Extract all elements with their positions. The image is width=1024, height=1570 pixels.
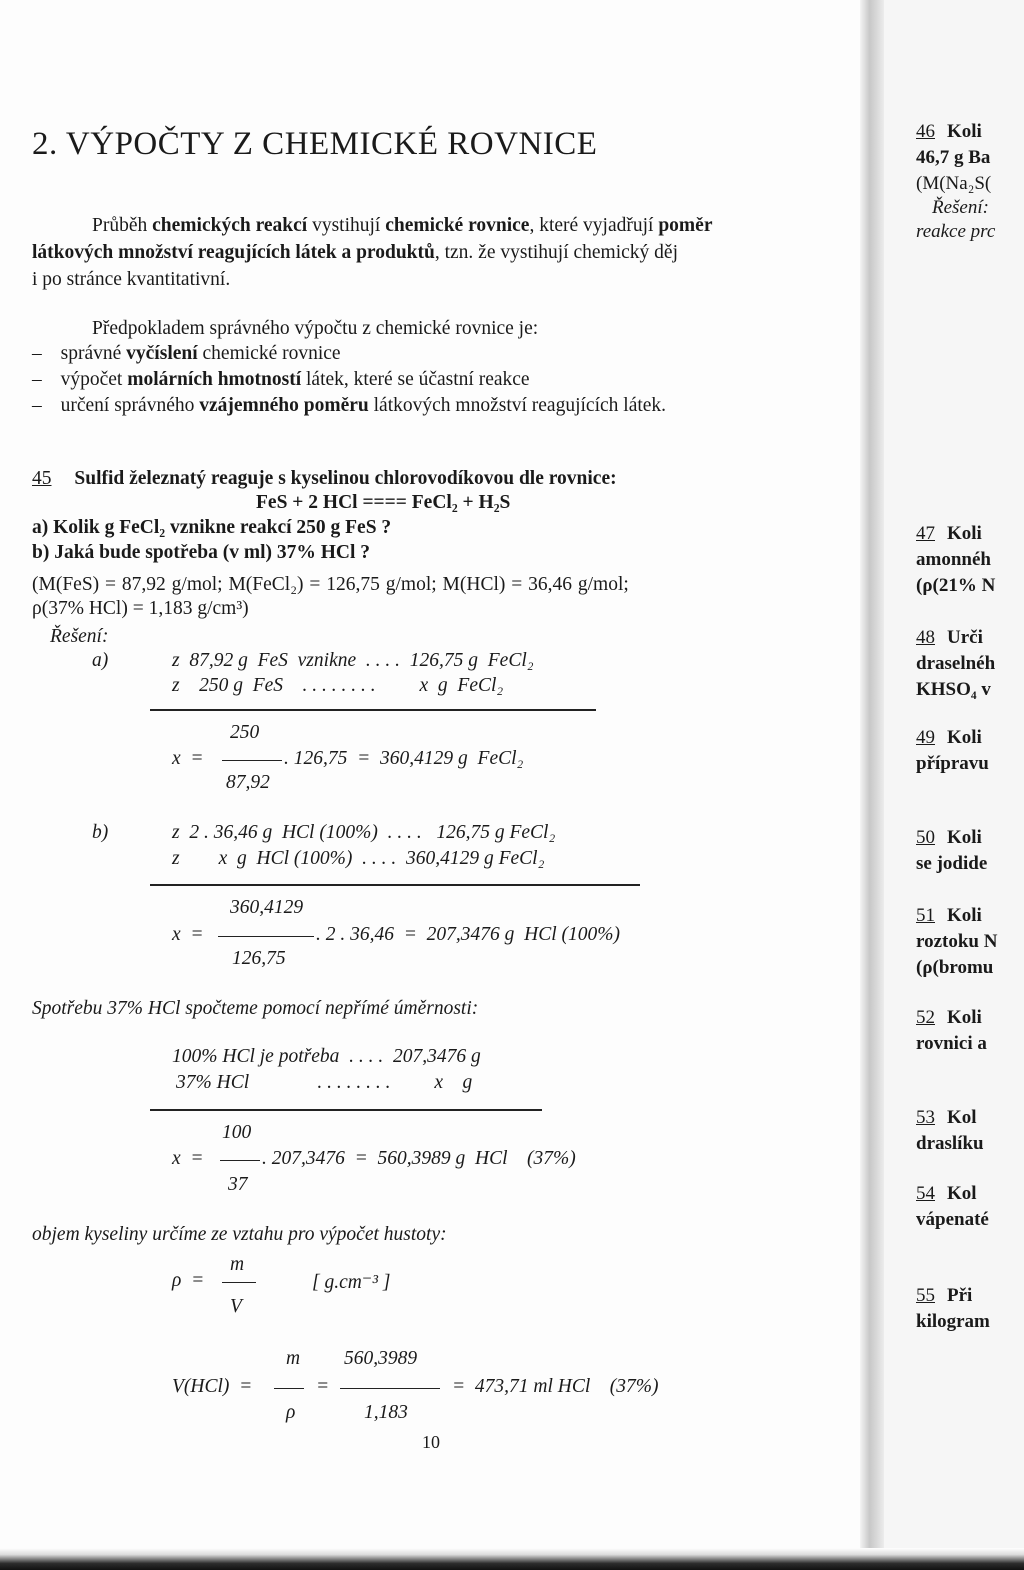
exercise-item bbox=[916, 120, 982, 144]
intro-line-2 bbox=[32, 239, 678, 266]
vol-result: = 473,71 ml HCl (37%) bbox=[452, 1376, 659, 1397]
exercise-text: Koli bbox=[947, 905, 982, 926]
exercise-text: Sulfid železnatý reaguje s kyselinou chlorovodíkovou dle rovnice: bbox=[74, 468, 617, 489]
exercise-text: Kol bbox=[947, 1183, 977, 1204]
prereq-bold: molárních hmotností bbox=[127, 369, 302, 390]
exercise-number: 49 bbox=[916, 727, 935, 748]
vol-denominator-1: ρ bbox=[286, 1402, 296, 1423]
fraction-bar bbox=[222, 1282, 256, 1283]
proportion-row: z x g HCl (100%) . . . . 360,4129 g FeCl₂ bbox=[172, 848, 545, 869]
fraction-numerator: 250 bbox=[230, 722, 260, 743]
solution-label: Řešení: bbox=[932, 197, 989, 218]
rho-lhs: ρ = bbox=[172, 1270, 205, 1291]
exercise-text: Koli bbox=[947, 523, 982, 544]
exercise-text: Urči bbox=[947, 627, 983, 648]
exercise-text: vápenaté bbox=[916, 1209, 989, 1230]
exercise-text: draselnéh bbox=[916, 653, 996, 674]
prereq-text: látkových množství reagujících látek. bbox=[368, 395, 667, 416]
bullet-dash: – bbox=[32, 369, 42, 390]
page-title: 2. VÝPOČTY Z CHEMICKÉ ROVNICE bbox=[32, 126, 598, 162]
exercise-text: rovnici a bbox=[916, 1033, 987, 1054]
proportion-row: z 250 g FeS . . . . . . . . x g FeCl₂ bbox=[172, 675, 504, 696]
exercise-text: (M(Na₂S( bbox=[916, 173, 992, 194]
intro-bold: chemických reakcí bbox=[152, 215, 308, 236]
page-number: 10 bbox=[422, 1432, 440, 1452]
exercise-text: Koli bbox=[947, 827, 982, 848]
exercise-item bbox=[916, 904, 982, 928]
proportion-row: z 87,92 g FeS vznikne . . . . 126,75 g FeCl₂ bbox=[172, 650, 534, 671]
solution-label: Řešení: bbox=[50, 626, 109, 647]
exercise-item bbox=[916, 1182, 977, 1206]
exercise-number: 55 bbox=[916, 1285, 935, 1306]
intro-text: , tzn. že vystihují chemický děj bbox=[434, 242, 678, 263]
exercise-number: 45 bbox=[32, 468, 52, 489]
question-b: b) Jaká bude spotřeba (v ml) 37% HCl ? bbox=[32, 542, 371, 563]
fraction-denominator: 37 bbox=[228, 1174, 248, 1195]
density-unit bbox=[312, 1270, 390, 1294]
fraction-numerator: 360,4129 bbox=[230, 897, 304, 918]
part-a-label: a) bbox=[92, 650, 109, 671]
exercise-item bbox=[916, 1284, 972, 1308]
scan-bottom-edge bbox=[0, 1548, 1024, 1570]
fraction-result: . 207,3476 = 560,3989 g HCl (37%) bbox=[262, 1148, 576, 1169]
prereq-item bbox=[32, 366, 530, 393]
proportion-row: 37% HCl . . . . . . . . x g bbox=[176, 1072, 473, 1093]
rho-denominator: V bbox=[230, 1296, 242, 1317]
exercise-text: roztoku N bbox=[916, 931, 998, 952]
exercise-text: Při bbox=[947, 1285, 973, 1306]
exercise-number: 50 bbox=[916, 827, 935, 848]
exercise-text: Kol bbox=[947, 1107, 977, 1128]
exercise-item bbox=[916, 826, 982, 850]
indirect-proportion-label: Spotřebu 37% HCl spočteme pomocí nepřímé úměrnosti: bbox=[32, 998, 479, 1019]
exercise-number: 54 bbox=[916, 1183, 935, 1204]
exercise-text: 46,7 g Ba bbox=[916, 147, 991, 168]
prereq-heading: Předpokladem správného výpočtu z chemické rovnice je: bbox=[92, 318, 539, 339]
intro-bold: poměr bbox=[658, 215, 713, 236]
unit-text: [ g.cm⁻³ ] bbox=[312, 1272, 391, 1293]
exercise-text: Koli bbox=[947, 727, 982, 748]
fraction-lhs: x = bbox=[172, 1148, 204, 1169]
proportion-row: z 2 . 36,46 g HCl (100%) . . . . 126,75 g FeCl₂ bbox=[172, 822, 556, 843]
prereq-bold: vzájemného poměru bbox=[199, 395, 369, 416]
vol-denominator-2: 1,183 bbox=[364, 1402, 408, 1423]
fraction-bar bbox=[220, 1160, 260, 1161]
intro-text: , které vyjadřují bbox=[529, 215, 659, 236]
fraction-lhs: x = bbox=[172, 924, 204, 945]
exercise-text: Koli bbox=[947, 1007, 982, 1028]
fraction-bar bbox=[218, 936, 314, 937]
divider-line bbox=[150, 709, 596, 711]
prereq-item bbox=[32, 340, 341, 367]
exercise-text: amonnéh bbox=[916, 549, 991, 570]
solution-text: reakce prc bbox=[916, 221, 996, 242]
vol-numerator-1: m bbox=[286, 1348, 301, 1369]
density-data: ρ(37% HCl) = 1,183 g/cm³) bbox=[32, 598, 249, 619]
prereq-bold: vyčíslení bbox=[126, 343, 198, 364]
book-gutter bbox=[860, 0, 884, 1570]
exercise-text: (ρ(21% N bbox=[916, 575, 996, 596]
prereq-item bbox=[32, 392, 666, 419]
rho-numerator: m bbox=[230, 1254, 245, 1275]
exercise-number: 46 bbox=[916, 121, 935, 142]
fraction-denominator: 87,92 bbox=[226, 772, 270, 793]
exercise-text: Koli bbox=[947, 121, 982, 142]
fraction-result: . 2 . 36,46 = 207,3476 g HCl (100%) bbox=[316, 924, 621, 945]
reaction-equation: FeS + 2 HCl ==== FeCl₂ + H₂S bbox=[256, 492, 511, 513]
exercise-number: 48 bbox=[916, 627, 935, 648]
exercise-item bbox=[916, 726, 982, 750]
exercise-text: přípravu bbox=[916, 753, 989, 774]
vol-numerator-2: 560,3989 bbox=[344, 1348, 418, 1369]
fraction-numerator: 100 bbox=[222, 1122, 252, 1143]
exercise-text: (ρ(bromu bbox=[916, 957, 994, 978]
fraction-bar bbox=[222, 760, 282, 761]
exercise-number: 51 bbox=[916, 905, 935, 926]
exercise-number: 52 bbox=[916, 1007, 935, 1028]
intro-line-3: i po stránce kvantitativní. bbox=[32, 269, 231, 290]
density-relation-label: objem kyseliny určíme ze vztahu pro výpočet hustoty: bbox=[32, 1224, 447, 1245]
vol-lhs: V(HCl) = bbox=[172, 1376, 253, 1397]
exercise-item bbox=[916, 1106, 977, 1130]
question-a: a) Kolik g FeCl₂ vznikne reakcí 250 g FeS ? bbox=[32, 517, 392, 538]
bullet-dash: – bbox=[32, 395, 42, 416]
intro-bold: látkových množství reagujících látek a produktů bbox=[32, 242, 435, 263]
fraction-denominator: 126,75 bbox=[232, 948, 286, 969]
intro-text: vystihují bbox=[307, 215, 386, 236]
intro-line-1 bbox=[92, 212, 712, 239]
exercise-number: 53 bbox=[916, 1107, 935, 1128]
part-b-label: b) bbox=[92, 822, 109, 843]
prereq-text: výpočet bbox=[60, 369, 128, 390]
fraction-result: . 126,75 = 360,4129 g FeCl₂ bbox=[284, 748, 524, 769]
fraction-bar bbox=[274, 1388, 304, 1389]
intro-bold: chemické rovnice bbox=[385, 215, 530, 236]
prereq-text: správné bbox=[60, 343, 127, 364]
exercise-item bbox=[916, 522, 982, 546]
exercise-item bbox=[916, 1006, 982, 1030]
fraction-bar bbox=[340, 1388, 440, 1389]
exercise-text: draslíku bbox=[916, 1133, 984, 1154]
intro-text: Průběh bbox=[92, 215, 153, 236]
exercise-item bbox=[916, 626, 983, 650]
fraction-lhs: x = bbox=[172, 748, 204, 769]
prereq-text: určení správného bbox=[60, 395, 200, 416]
molar-mass-data: (M(FeS) = 87,92 g/mol; M(FeCl₂) = 126,75 g/mol; M(HCl) = 36,46 g/mol; bbox=[32, 574, 629, 595]
bullet-dash: – bbox=[32, 343, 42, 364]
prereq-text: chemické rovnice bbox=[197, 343, 341, 364]
divider-line bbox=[150, 1109, 542, 1111]
exercise-45-statement bbox=[32, 468, 617, 490]
exercise-text: se jodide bbox=[916, 853, 988, 874]
divider-line bbox=[150, 884, 640, 886]
book-page-right bbox=[884, 0, 1024, 1570]
exercise-text: kilogram bbox=[916, 1311, 990, 1332]
exercise-text: KHSO₄ v bbox=[916, 679, 991, 700]
exercise-number: 47 bbox=[916, 523, 935, 544]
proportion-row: 100% HCl je potřeba . . . . 207,3476 g bbox=[172, 1046, 481, 1067]
vol-equals: = bbox=[316, 1376, 330, 1397]
prereq-text: látek, které se účastní reakce bbox=[301, 369, 530, 390]
